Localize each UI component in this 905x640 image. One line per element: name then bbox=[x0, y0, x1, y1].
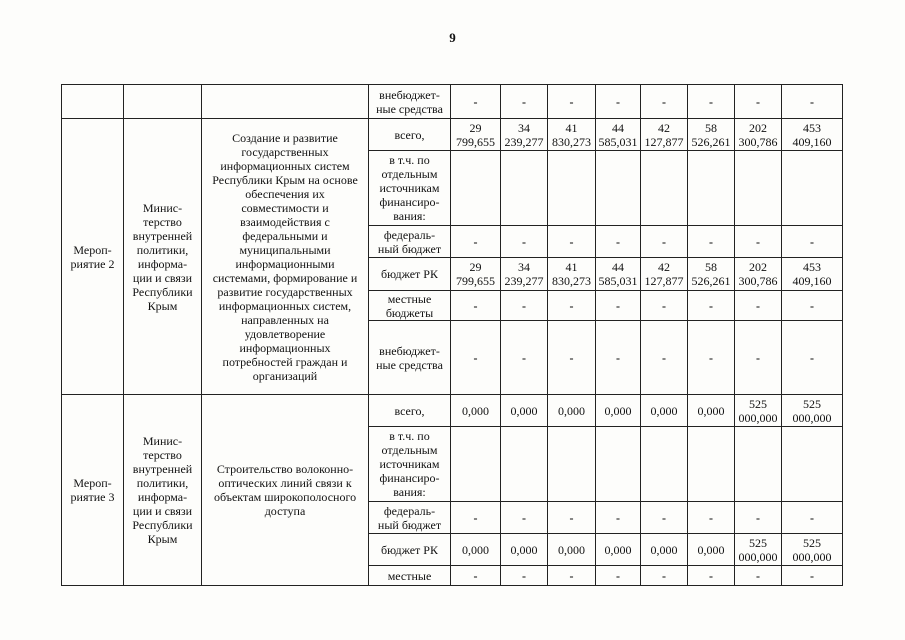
empty-cell bbox=[735, 427, 782, 502]
value-cell: - bbox=[501, 502, 548, 534]
value-cell: - bbox=[782, 85, 843, 119]
value-cell: - bbox=[501, 226, 548, 258]
value-cell: - bbox=[596, 226, 641, 258]
value-cell: - bbox=[596, 566, 641, 586]
value-cell: 0,000 bbox=[641, 534, 688, 566]
measure-3-executor: Минис- терство внутренней политики, информа- ции и связи Республики Крым bbox=[124, 395, 202, 586]
empty-cell bbox=[451, 151, 501, 226]
value-cell: - bbox=[782, 502, 843, 534]
value-cell: - bbox=[548, 502, 596, 534]
empty-cell bbox=[641, 427, 688, 502]
value-cell: - bbox=[501, 566, 548, 586]
empty-cell bbox=[782, 427, 843, 502]
value-cell: 525 000,000 bbox=[782, 534, 843, 566]
value-cell: - bbox=[451, 566, 501, 586]
value-cell: - bbox=[735, 226, 782, 258]
value-cell: 34 239,277 bbox=[501, 119, 548, 151]
value-cell: - bbox=[735, 321, 782, 395]
empty-cell bbox=[548, 427, 596, 502]
value-cell: 0,000 bbox=[451, 534, 501, 566]
row-label-including: в т.ч. по отдельным источникам финансиро- вания: bbox=[369, 151, 451, 226]
value-cell: - bbox=[451, 291, 501, 321]
value-cell: - bbox=[548, 291, 596, 321]
value-cell: 29 799,655 bbox=[451, 119, 501, 151]
value-cell: - bbox=[735, 502, 782, 534]
row-label-federal: федераль- ный бюджет bbox=[369, 502, 451, 534]
value-cell: 0,000 bbox=[548, 534, 596, 566]
value-cell: - bbox=[688, 502, 735, 534]
empty-cell bbox=[688, 151, 735, 226]
value-cell: - bbox=[641, 226, 688, 258]
value-cell: - bbox=[735, 291, 782, 321]
empty-cell bbox=[735, 151, 782, 226]
empty-cell bbox=[641, 151, 688, 226]
row-label-local: местные bbox=[369, 566, 451, 586]
value-cell: - bbox=[641, 321, 688, 395]
value-cell: 525 000,000 bbox=[735, 534, 782, 566]
table-row bbox=[62, 119, 843, 151]
value-cell: 453 409,160 bbox=[782, 119, 843, 151]
value-cell: - bbox=[782, 291, 843, 321]
value-cell: 0,000 bbox=[596, 395, 641, 427]
value-cell: 0,000 bbox=[501, 534, 548, 566]
value-cell: - bbox=[451, 226, 501, 258]
value-cell: - bbox=[688, 85, 735, 119]
empty-cell bbox=[688, 427, 735, 502]
row-label-total: всего, bbox=[369, 119, 451, 151]
value-cell: 0,000 bbox=[688, 534, 735, 566]
measure-2-name: Мероп- риятие 2 bbox=[62, 119, 124, 395]
empty-cell bbox=[501, 151, 548, 226]
row-label-republic: бюджет РК bbox=[369, 534, 451, 566]
value-cell: 202 300,786 bbox=[735, 119, 782, 151]
row-label-local: местные бюджеты bbox=[369, 291, 451, 321]
value-cell: - bbox=[688, 321, 735, 395]
value-cell: - bbox=[548, 566, 596, 586]
value-cell: - bbox=[735, 85, 782, 119]
value-cell: - bbox=[782, 226, 843, 258]
value-cell: 58 526,261 bbox=[688, 258, 735, 291]
measure-3-description: Строительство волоконно- оптических линий связи к объектам широкополосного доступа bbox=[202, 395, 369, 586]
empty-cell bbox=[451, 427, 501, 502]
value-cell: - bbox=[782, 321, 843, 395]
value-cell: 42 127,877 bbox=[641, 119, 688, 151]
row-label-including: в т.ч. по отдельным источникам финансиро- вания: bbox=[369, 427, 451, 502]
budget-table bbox=[61, 84, 843, 586]
value-cell: - bbox=[451, 502, 501, 534]
value-cell: - bbox=[688, 566, 735, 586]
value-cell: - bbox=[596, 502, 641, 534]
value-cell: - bbox=[451, 321, 501, 395]
value-cell: 44 585,031 bbox=[596, 119, 641, 151]
value-cell: - bbox=[596, 321, 641, 395]
value-cell: 42 127,877 bbox=[641, 258, 688, 291]
value-cell: 0,000 bbox=[451, 395, 501, 427]
empty-cell bbox=[62, 85, 124, 119]
value-cell: - bbox=[548, 226, 596, 258]
row-label-republic: бюджет РК bbox=[369, 258, 451, 291]
value-cell: 0,000 bbox=[548, 395, 596, 427]
empty-cell bbox=[548, 151, 596, 226]
empty-cell bbox=[596, 427, 641, 502]
value-cell: 202 300,786 bbox=[735, 258, 782, 291]
empty-cell bbox=[501, 427, 548, 502]
value-cell: - bbox=[688, 291, 735, 321]
value-cell: - bbox=[735, 566, 782, 586]
row-label-extrabudget: внебюджет- ные средства bbox=[369, 321, 451, 395]
value-cell: - bbox=[596, 291, 641, 321]
value-cell: - bbox=[548, 321, 596, 395]
value-cell: 34 239,277 bbox=[501, 258, 548, 291]
value-cell: - bbox=[596, 85, 641, 119]
value-cell: 44 585,031 bbox=[596, 258, 641, 291]
value-cell: 0,000 bbox=[501, 395, 548, 427]
value-cell: 525 000,000 bbox=[782, 395, 843, 427]
empty-cell bbox=[202, 85, 369, 119]
value-cell: - bbox=[688, 226, 735, 258]
value-cell: 525 000,000 bbox=[735, 395, 782, 427]
value-cell: - bbox=[641, 85, 688, 119]
measure-2-description: Создание и развитие государственных информационных систем Республики Крым на основе обеспечения их совместимости и взаимодействия с федеральными и муниципальными информационными системами, формирование и развитие государственных информационных систем, направленных на удовлетворение информационных потребностей граждан и организаций bbox=[202, 119, 369, 395]
value-cell: - bbox=[548, 85, 596, 119]
row-label-federal: федераль- ный бюджет bbox=[369, 226, 451, 258]
value-cell: - bbox=[641, 566, 688, 586]
value-cell: 0,000 bbox=[688, 395, 735, 427]
value-cell: - bbox=[451, 85, 501, 119]
value-cell: 0,000 bbox=[641, 395, 688, 427]
value-cell: 41 830,273 bbox=[548, 119, 596, 151]
row-label-extrabudget: внебюджет- ные средства bbox=[369, 85, 451, 119]
value-cell: - bbox=[501, 321, 548, 395]
measure-3-name: Мероп- риятие 3 bbox=[62, 395, 124, 586]
empty-cell bbox=[124, 85, 202, 119]
table-row bbox=[62, 395, 843, 427]
value-cell: 58 526,261 bbox=[688, 119, 735, 151]
empty-cell bbox=[596, 151, 641, 226]
value-cell: - bbox=[501, 291, 548, 321]
table-row bbox=[62, 85, 843, 119]
value-cell: - bbox=[501, 85, 548, 119]
measure-2-executor: Минис- терство внутренней политики, информа- ции и связи Республики Крым bbox=[124, 119, 202, 395]
value-cell: - bbox=[641, 502, 688, 534]
value-cell: 453 409,160 bbox=[782, 258, 843, 291]
value-cell: - bbox=[641, 291, 688, 321]
value-cell: 29 799,655 bbox=[451, 258, 501, 291]
page-number: 9 bbox=[449, 30, 456, 45]
value-cell: - bbox=[782, 566, 843, 586]
value-cell: 41 830,273 bbox=[548, 258, 596, 291]
row-label-total: всего, bbox=[369, 395, 451, 427]
empty-cell bbox=[782, 151, 843, 226]
value-cell: 0,000 bbox=[596, 534, 641, 566]
